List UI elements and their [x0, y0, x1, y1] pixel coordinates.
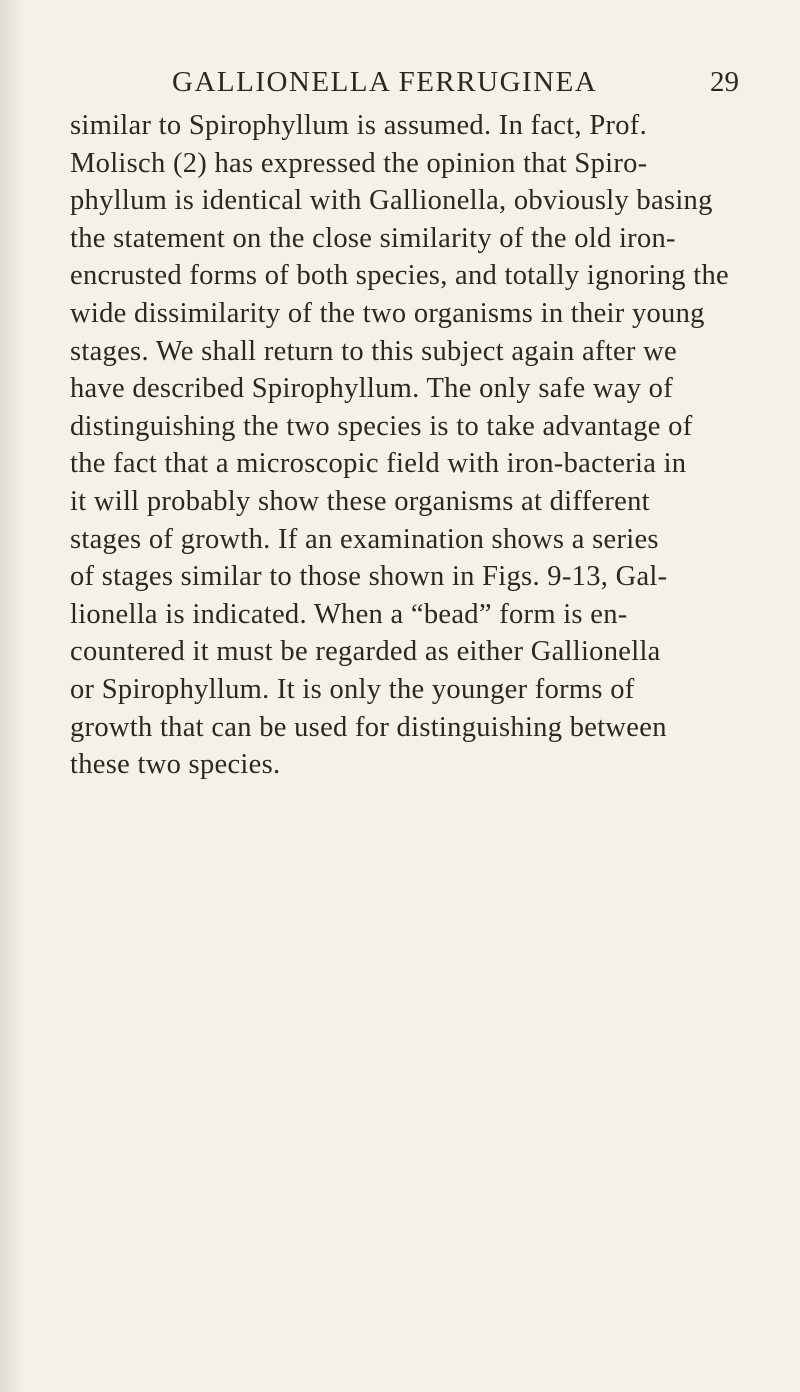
text-line: the fact that a microscopic field with iron-bacteria in	[70, 448, 687, 480]
text-line: countered it must be regarded as either Gallionella	[70, 636, 661, 668]
text-line: wide dissimilarity of the two organisms in their young	[70, 297, 705, 329]
body-paragraph	[70, 107, 750, 784]
text-line: of stages similar to those shown in Figs. 9-13, Gal-	[70, 561, 668, 593]
text-line: stages. We shall return to this subject again after we	[70, 335, 677, 367]
text-line: phyllum is identical with Gallionella, obviously basing	[70, 185, 713, 217]
text-line: similar to Spirophyllum is assumed. In fact, Prof.	[70, 110, 648, 141]
text-line: stages of growth. If an examination shows a series	[70, 523, 659, 555]
text-line: Molisch (2) has expressed the opinion that Spiro-	[70, 147, 648, 179]
text-line: encrusted forms of both species, and totally ignoring the	[70, 260, 729, 292]
text-line: these two species.	[70, 749, 281, 781]
text-line: or Spirophyllum. It is only the younger forms of	[70, 673, 635, 705]
page-binding-shadow	[0, 0, 26, 1392]
text-line: have described Spirophyllum. The only safe way of	[70, 373, 674, 405]
text-line: it will probably show these organisms at different	[70, 485, 650, 517]
text-line: growth that can be used for distinguishing between	[70, 711, 667, 743]
page-number: 29	[710, 66, 739, 98]
text-line: the statement on the close similarity of the old iron-	[70, 222, 676, 254]
text-line: lionella is indicated. When a “bead” form is en-	[70, 598, 628, 630]
text-line: distinguishing the two species is to take advantage of	[70, 410, 693, 442]
running-head-title: GALLIONELLA FERRUGINEA	[172, 66, 598, 98]
